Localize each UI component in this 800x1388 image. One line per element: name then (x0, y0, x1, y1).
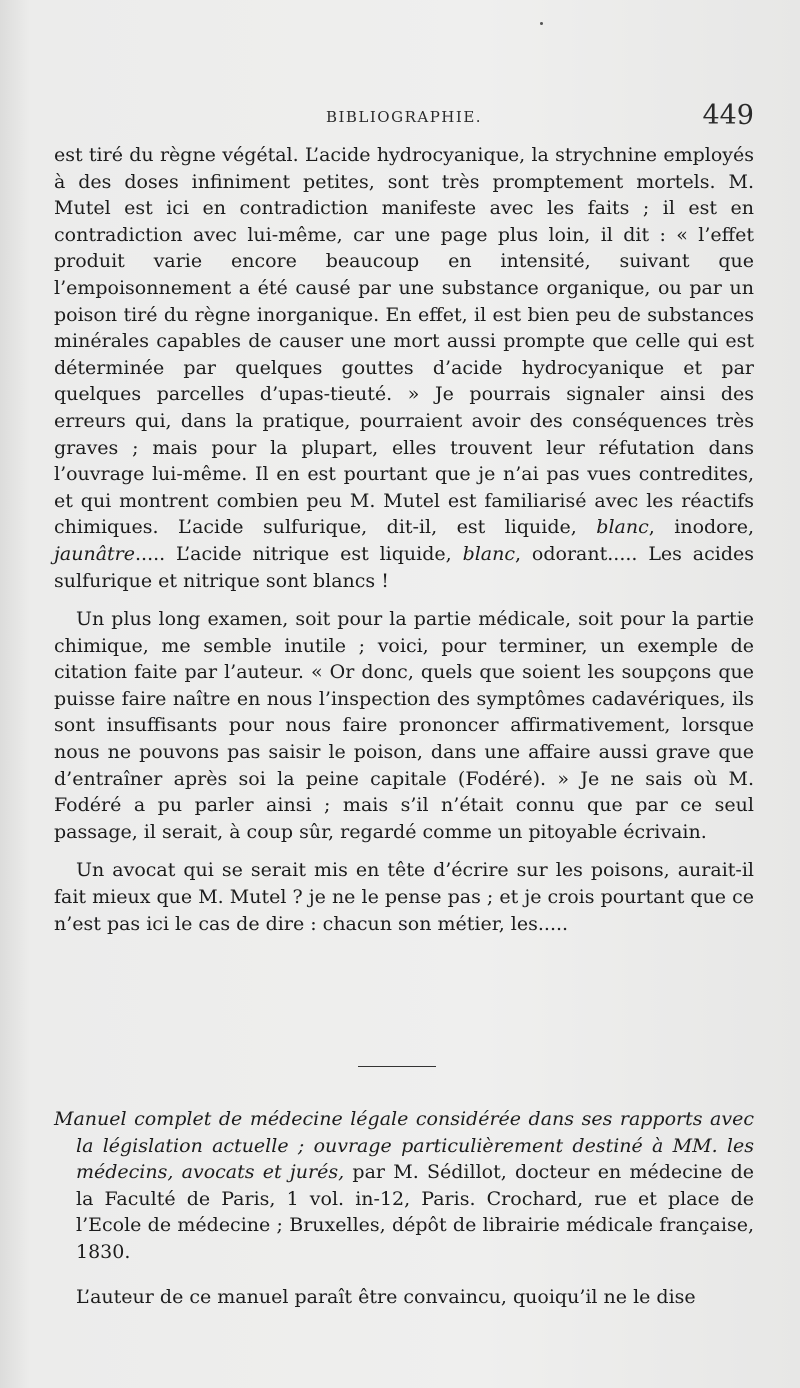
review-section (54, 1106, 754, 1310)
page-speck (540, 22, 543, 25)
paragraph-1-part-3: ..... L’acide nitrique est liquide, (134, 542, 463, 565)
paragraph-1-part-4: , odorant..... Les acides sulfurique et nitrique sont blancs ! (54, 542, 755, 592)
paragraph-1-part-2: , inodore, (648, 516, 754, 539)
section-separator (358, 1066, 436, 1067)
paragraph-3: Un avocat qui se serait mis en tête d’écrire sur les poisons, aurait-il fait mieux que M. Mutel ? je ne le pense pas ; et je crois pourtant que ce n’est pas ici le cas de dire : chacun son métier, les..... (54, 859, 754, 935)
book-title: Manuel complet de médecine légale considérée dans ses rapports avec la législation actuelle ; ouvrage particulièrement destiné à MM. les médecins, avocats et jurés, (54, 1108, 754, 1184)
review-opening: L’auteur de ce manuel paraît être convaincu, quoiqu’il ne le dise (76, 1285, 696, 1308)
paragraph-1 (54, 142, 754, 594)
italic-word-jaunatre: jaunâtre (54, 542, 135, 565)
book-details: par M. Sédillot, docteur en médecine de la Faculté de Paris, 1 vol. in-12, Paris. Crochard, rue et place de l’Ecole de médecine ; Bruxelles, dépôt de librairie médicale française, 1830. (76, 1161, 754, 1263)
italic-word-blanc: blanc (596, 516, 649, 539)
page-number: 449 (702, 100, 754, 131)
bibliographic-entry (54, 1106, 754, 1266)
paragraph-2: Un plus long examen, soit pour la partie médicale, soit pour la partie chimique, me semble inutile ; voici, pour terminer, un exemple de citation faite par l’auteur. « Or donc, quels que soient les soupçons que puisse faire naître en nous l’inspection des symptômes cadavériques, ils sont insuffisants pour nous faire prononcer affirmativement, lorsque nous ne pouvons pas saisir le poison, dans une affaire aussi grave que d’entraîner après soi la peine capitale (Fodéré). » Je ne sais où M. Fodéré a pu parler ainsi ; mais s’il n’était connu que par ce seul passage, il serait, à coup sûr, regardé comme un pitoyable écrivain. (54, 608, 754, 843)
running-head (54, 100, 754, 136)
italic-word-blanc-2: blanc (462, 542, 516, 565)
body-text (54, 142, 754, 937)
paragraph-1-part-1: est tiré du règne végétal. L’acide hydrocyanique, la strychnine employés à des doses infiniment petites, sont très promptement mortels. M. Mutel est ici en contradiction manifeste avec les faits ; il est en contradiction avec lui-même, car une page plus loin, il dit : « l’effet produit varie encore beaucoup en intensité, suivant que l’empoisonnement a été causé par une substance organique, ou par un poison tiré du règne inorganique. En effet, il est bien peu de substances minérales capables de causer une mort aussi prompte que celle qui est déterminée par quelques gouttes d’acide hydrocyanique et par quelques parcelles d’upas-tieuté. » Je pourrais signaler ainsi des erreurs qui, dans la pratique, pourraient avoir des conséquences très graves ; mais pour la plupart, elles trouvent leur réfutation dans l’ouvrage lui-même. Il en est pourtant que je n’ai pas vues contredites, et qui montrent combien peu M. Mutel est familiarisé avec les réactifs chimiques. L’acide sulfurique, dit-il, est liquide, (54, 144, 754, 539)
running-head-title: BIBLIOGRAPHIE. (325, 108, 483, 126)
